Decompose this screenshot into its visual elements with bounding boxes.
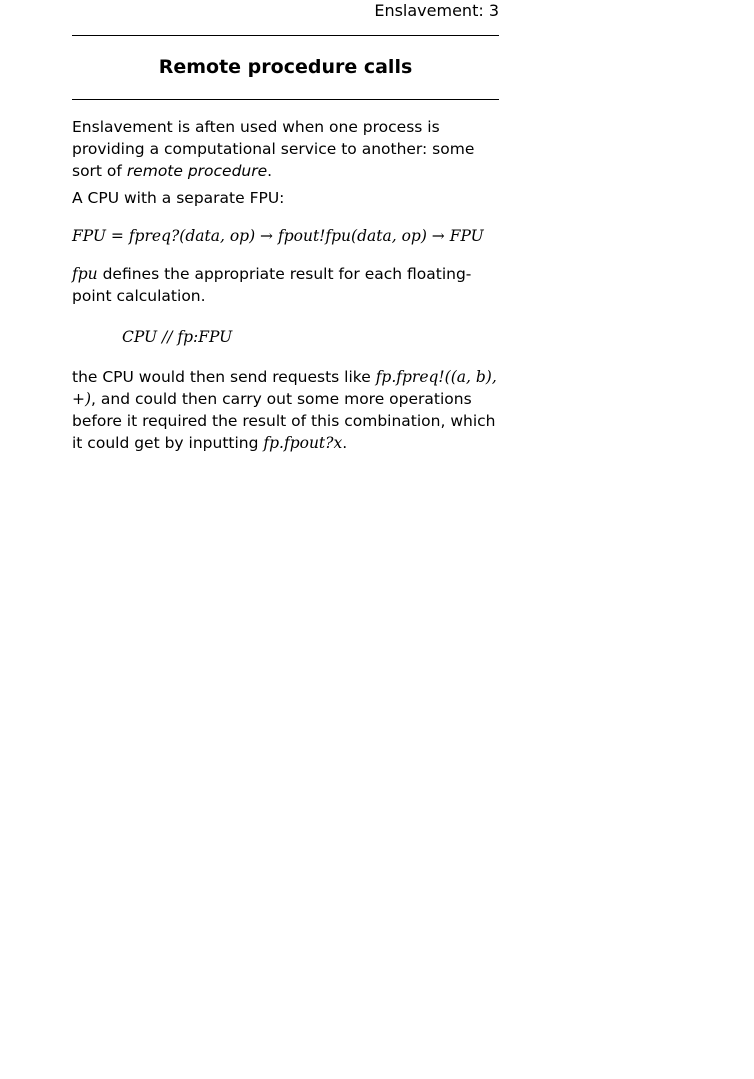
paragraph-requests (72, 366, 499, 454)
intro-end: . (267, 162, 273, 180)
requests-start: the CPU would then send requests like (72, 368, 376, 386)
bottom-rule (72, 99, 499, 100)
intro-text: Enslavement is aften used when one process is providing a computational service to another: some sort of (72, 118, 475, 180)
requests-end: . (342, 434, 348, 452)
body-text (72, 116, 499, 454)
slide-title: Remote procedure calls (158, 56, 413, 78)
fpu-term: fpu (72, 265, 98, 283)
paragraph-cpu-fpu: A CPU with a separate FPU: (72, 189, 285, 207)
fpu-description: defines the appropriate result for each floating-point calculation. (72, 265, 472, 305)
top-rule (72, 35, 499, 36)
requests-middle: , and could then carry out some more operations before it required the result of this combination, which it could get by inputting (72, 390, 496, 452)
equation-enslavement: CPU // fp:FPU (122, 328, 233, 346)
intro-emphasis: remote procedure (126, 162, 268, 180)
running-head: Enslavement: 3 (374, 1, 499, 20)
output-expression: fp.fpout?x (263, 434, 343, 452)
request-expression: fp.fpreq!((a, b), +) (72, 368, 497, 408)
equation-fpu-definition: FPU = fpreq?(data, op) → fpout!fpu(data, op) → FPU (72, 227, 484, 245)
paragraph-intro (72, 116, 499, 182)
paragraph-fpu-function (72, 263, 499, 307)
